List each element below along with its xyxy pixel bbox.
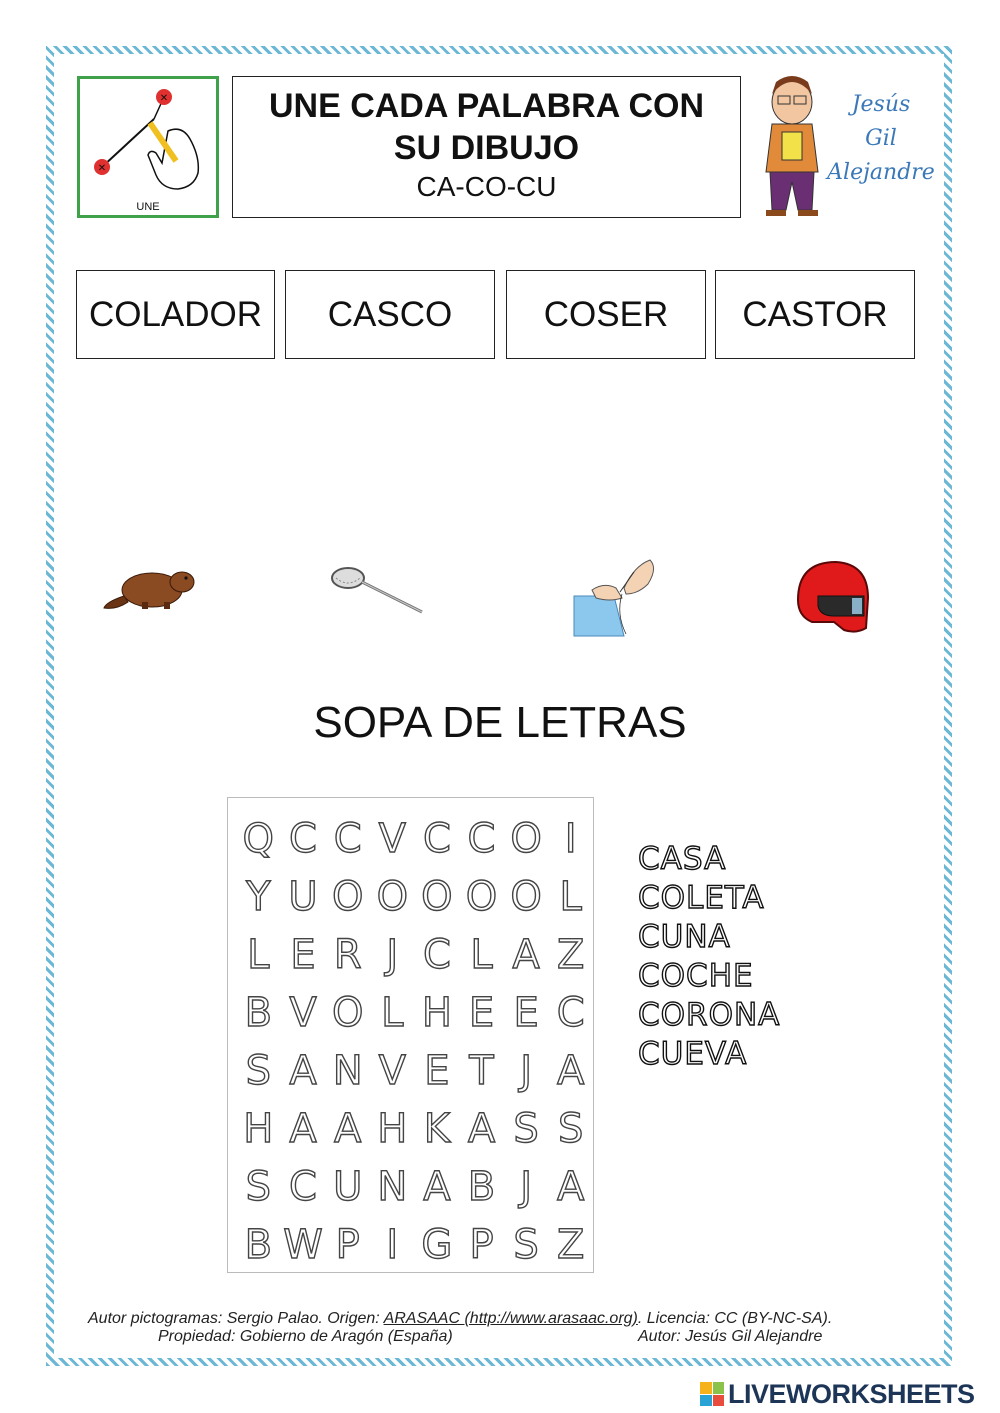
- grid-row: [236, 1158, 593, 1216]
- grid-letter[interactable]: Z: [556, 1222, 585, 1268]
- grid-row: [236, 1100, 593, 1158]
- grid-letter[interactable]: E: [424, 1048, 450, 1094]
- word-box-colador[interactable]: COLADOR: [76, 270, 275, 359]
- grid-letter[interactable]: H: [421, 990, 452, 1036]
- grid-letter[interactable]: A: [334, 1106, 362, 1152]
- author-badge: [752, 72, 942, 222]
- title-line2: SU DIBUJO: [393, 129, 580, 167]
- grid-letter[interactable]: T: [469, 1048, 494, 1094]
- grid-letter[interactable]: O: [331, 990, 364, 1036]
- grid-letter[interactable]: N: [377, 1164, 408, 1210]
- grid-letter[interactable]: P: [335, 1222, 360, 1268]
- svg-text:✕: ✕: [97, 163, 107, 174]
- word-list-item: CUNA: [638, 919, 731, 955]
- signature-line: Jesús: [851, 92, 911, 117]
- grid-letter[interactable]: G: [421, 1222, 453, 1268]
- grid-letter[interactable]: E: [468, 990, 495, 1036]
- grid-letter[interactable]: L: [247, 932, 270, 978]
- grid-letter[interactable]: C: [422, 816, 451, 862]
- grid-letter[interactable]: L: [470, 932, 493, 978]
- grid-letter[interactable]: U: [288, 874, 318, 920]
- teacher-figure-icon: [752, 72, 832, 220]
- word-list-item: COCHE: [638, 958, 754, 994]
- brand-name: LIVEWORKSHEETS: [728, 1378, 975, 1409]
- grid-row: [236, 1042, 593, 1100]
- grid-row: [236, 984, 593, 1042]
- word-box-castor[interactable]: CASTOR: [715, 270, 915, 359]
- grid-letter[interactable]: A: [467, 1106, 496, 1152]
- signature-line: Gil: [865, 126, 897, 151]
- grid-letter[interactable]: S: [245, 1164, 271, 1210]
- grid-row: [236, 1216, 593, 1274]
- grid-letter[interactable]: O: [510, 816, 542, 862]
- grid-letter[interactable]: C: [289, 1164, 317, 1210]
- word-list-item: COLETA: [638, 880, 765, 916]
- grid-letter[interactable]: C: [333, 816, 362, 862]
- credits-prefix: Autor pictogramas: Sergio Palao. Origen:: [88, 1310, 384, 1327]
- property-text: Propiedad: Gobierno de Aragón (España): [158, 1328, 453, 1345]
- subtitle: CA-CO-CU: [416, 171, 557, 202]
- grid-letter[interactable]: R: [333, 932, 362, 978]
- credits-line2: [80, 1328, 920, 1350]
- credits-line1: [80, 1310, 920, 1328]
- grid-letter[interactable]: B: [467, 1164, 496, 1210]
- word-list: [638, 840, 780, 1074]
- strainer-icon[interactable]: [330, 560, 430, 625]
- grid-letter[interactable]: E: [513, 990, 539, 1036]
- beaver-icon[interactable]: [102, 560, 198, 617]
- word-box-coser[interactable]: COSER: [506, 270, 706, 359]
- svg-text:✕: ✕: [159, 93, 169, 104]
- credits-suffix: . Licencia: CC (BY-NC-SA).: [637, 1310, 833, 1327]
- grid-letter[interactable]: O: [465, 874, 498, 920]
- grid-letter[interactable]: C: [467, 816, 496, 862]
- grid-letter[interactable]: Y: [246, 874, 271, 920]
- title-box: [232, 76, 741, 218]
- grid-letter[interactable]: A: [289, 1048, 317, 1094]
- grid-letter[interactable]: U: [333, 1164, 363, 1210]
- grid-letter[interactable]: O: [376, 874, 409, 920]
- grid-letter[interactable]: J: [386, 932, 399, 978]
- grid-letter[interactable]: O: [510, 874, 542, 920]
- grid-letter[interactable]: C: [556, 990, 585, 1036]
- liveworksheets-logo-icon: [700, 1382, 724, 1406]
- word-search-title: SOPA DE LETRAS: [313, 698, 687, 747]
- grid-letter[interactable]: J: [520, 1048, 532, 1094]
- grid-letter[interactable]: V: [378, 816, 406, 862]
- word-search-grid: [227, 797, 594, 1273]
- author-text: Autor: Jesús Gil Alejandre: [638, 1328, 823, 1345]
- arasaac-link[interactable]: ARASAAC (http://www.arasaac.org): [383, 1310, 638, 1327]
- grid-letter[interactable]: H: [243, 1106, 274, 1152]
- grid-letter[interactable]: P: [469, 1222, 494, 1268]
- grid-letter[interactable]: Z: [556, 932, 585, 978]
- grid-letter[interactable]: O: [421, 874, 453, 920]
- grid-letter[interactable]: C: [422, 932, 451, 978]
- helmet-icon[interactable]: [792, 558, 870, 641]
- word-list-item: CASA: [638, 841, 727, 877]
- grid-letter[interactable]: L: [559, 874, 582, 920]
- une-pictogram: [77, 76, 219, 218]
- pictogram-label: UNE: [136, 201, 160, 213]
- grid-letter[interactable]: A: [423, 1164, 451, 1210]
- grid-letter[interactable]: V: [289, 990, 317, 1036]
- grid-letter[interactable]: A: [557, 1164, 585, 1210]
- grid-letter[interactable]: W: [283, 1222, 323, 1268]
- grid-letter[interactable]: V: [378, 1048, 406, 1094]
- grid-letter[interactable]: B: [244, 1222, 273, 1268]
- title-line1: UNE CADA PALABRA CON: [268, 87, 705, 125]
- grid-letter[interactable]: I: [564, 816, 577, 862]
- grid-letter[interactable]: A: [289, 1106, 317, 1152]
- draw-line-icon: [80, 79, 216, 199]
- grid-letter[interactable]: A: [512, 932, 540, 978]
- sewing-hands-icon[interactable]: [572, 558, 658, 643]
- grid-row: [236, 868, 593, 926]
- author-signature: [822, 88, 940, 190]
- word-box-casco[interactable]: CASCO: [285, 270, 495, 359]
- grid-letter[interactable]: I: [386, 1222, 399, 1268]
- grid-letter[interactable]: J: [520, 1164, 532, 1210]
- grid-letter[interactable]: L: [381, 990, 404, 1036]
- grid-letter[interactable]: K: [423, 1106, 451, 1152]
- grid-letter[interactable]: B: [244, 990, 273, 1036]
- grid-row: [236, 926, 593, 984]
- word-list-item: CORONA: [638, 997, 781, 1033]
- grid-letter[interactable]: A: [557, 1048, 585, 1094]
- grid-letter[interactable]: H: [377, 1106, 408, 1152]
- signature-line: Alejandre: [827, 160, 935, 185]
- grid-letter[interactable]: N: [332, 1048, 363, 1094]
- grid-letter[interactable]: C: [289, 816, 317, 862]
- grid-letter[interactable]: E: [290, 932, 316, 978]
- grid-letter[interactable]: O: [331, 874, 364, 920]
- grid-letter[interactable]: S: [558, 1106, 584, 1152]
- grid-letter[interactable]: S: [513, 1106, 539, 1152]
- credits-footer: [80, 1310, 920, 1350]
- liveworksheets-brand[interactable]: [700, 1378, 975, 1410]
- word-list-item: CUEVA: [638, 1036, 748, 1072]
- grid-letter[interactable]: S: [245, 1048, 271, 1094]
- grid-row: [236, 810, 593, 868]
- grid-letter[interactable]: S: [513, 1222, 539, 1268]
- grid-letter[interactable]: Q: [242, 816, 275, 862]
